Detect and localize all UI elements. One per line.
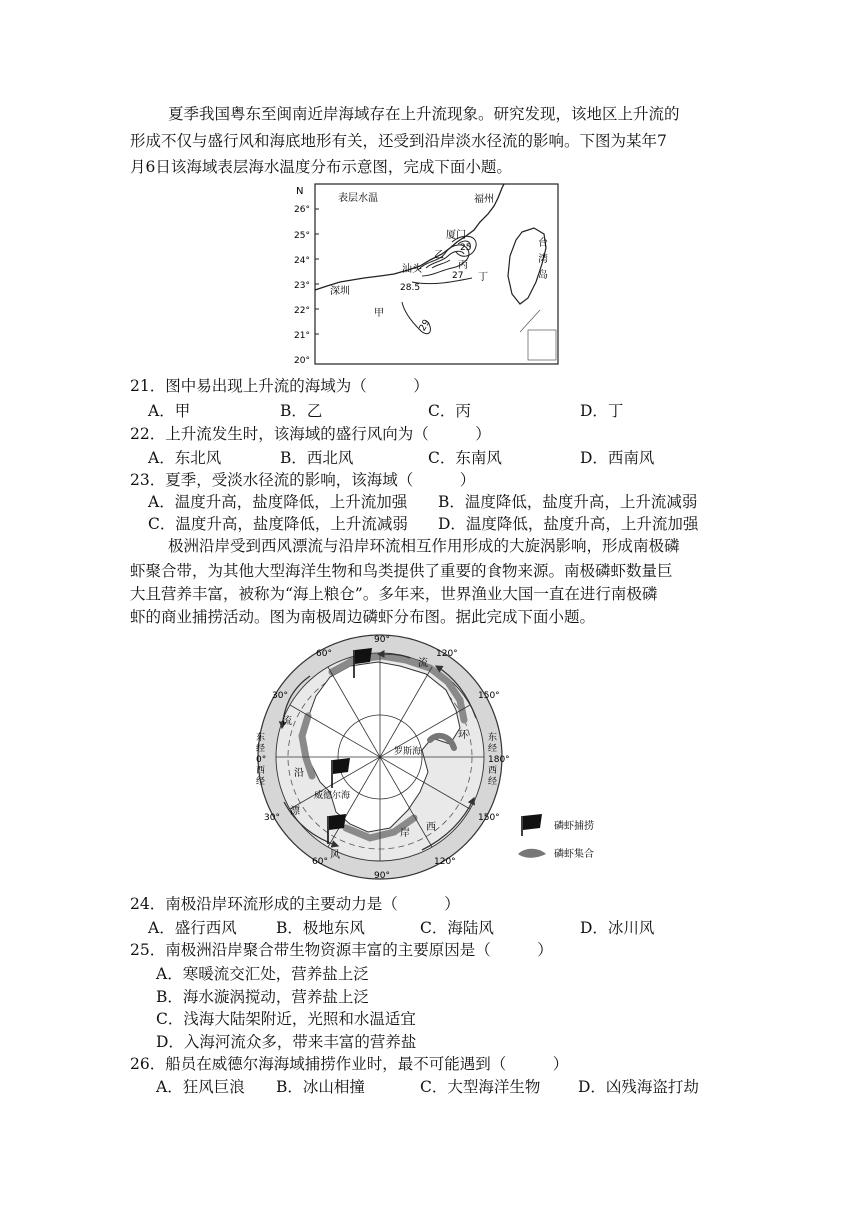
zone-ding: 丁 bbox=[478, 272, 488, 283]
q26-option-d: D．凶残海盗打劫 bbox=[578, 1078, 699, 1096]
svg-text:西: 西 bbox=[256, 766, 266, 776]
latitude-labels bbox=[294, 205, 310, 366]
legend-gathering-label: 磷虾集合 bbox=[554, 849, 594, 860]
m-90-bottom: 90° bbox=[374, 871, 390, 880]
passage2-line-2: 虾聚合带，为其他大型海洋生物和鸟类提供了重要的食物来源。南极磷虾数量巨 bbox=[130, 562, 673, 580]
char-feng: 风 bbox=[330, 850, 340, 861]
q24-option-d: D．冰川风 bbox=[580, 919, 655, 937]
char-liu-top: 流 bbox=[418, 658, 428, 669]
isotherm-29: 29 bbox=[417, 318, 433, 333]
svg-text:经: 经 bbox=[488, 744, 498, 754]
map-title: 表层水温 bbox=[338, 193, 378, 204]
label-ross-sea: 罗斯海 bbox=[394, 747, 422, 757]
svg-text:东: 东 bbox=[488, 733, 498, 743]
svg-text:0°: 0° bbox=[256, 755, 267, 765]
q24-option-a: A．盛行西风 bbox=[148, 919, 237, 937]
lat-20: 20° bbox=[294, 356, 310, 366]
svg-text:经: 经 bbox=[256, 777, 266, 787]
q22-option-a: A．东北风 bbox=[148, 449, 222, 467]
q21-option-b: B．乙 bbox=[280, 402, 323, 420]
q23-stem: 23．夏季，受淡水径流的影响，该海域（ ） bbox=[130, 471, 476, 489]
lat-22: 22° bbox=[294, 306, 310, 316]
passage2-line-3: 大且营养丰富，被称为“海上粮仓”。多年来，世界渔业大国一直在进行南极磷 bbox=[130, 585, 658, 603]
sea-temperature-map bbox=[282, 182, 562, 368]
label-fuzhou: 福州 bbox=[474, 194, 494, 205]
q24-stem: 24．南极沿岸环流形成的主要动力是（ ） bbox=[130, 895, 460, 913]
north-label: N bbox=[296, 186, 304, 197]
q23-option-c: C．温度升高，盐度降低，上升流减弱 bbox=[148, 515, 408, 533]
label-taiwan-3: 岛 bbox=[538, 270, 548, 281]
zone-yi: 乙 bbox=[434, 250, 444, 261]
passage2-line-4: 虾的商业捕捞活动。图为南极周边磷虾分布图。据此完成下面小题。 bbox=[130, 608, 596, 626]
q22-option-b: B．西北风 bbox=[280, 449, 354, 467]
q25-option-a: A．寒暖流交汇处，营养盐上泛 bbox=[156, 965, 369, 983]
antarctic-krill-map bbox=[250, 632, 630, 880]
m-120-top-right: 120° bbox=[436, 649, 458, 659]
q24-option-c: C．海陆风 bbox=[420, 919, 494, 937]
q23-option-b: B．温度降低，盐度升高，上升流减弱 bbox=[438, 493, 698, 511]
q26-option-c: C．大型海洋生物 bbox=[420, 1078, 541, 1096]
passage1-line-3: 月6日该海域表层海水温度分布示意图，完成下面小题。 bbox=[130, 158, 512, 176]
q26-stem: 26．船员在威德尔海海域捕捞作业时，最不可能遇到（ ） bbox=[130, 1055, 569, 1073]
q25-option-c: C．浅海大陆架附近，光照和水温适宜 bbox=[156, 1010, 416, 1028]
char-piao: 漂 bbox=[290, 806, 300, 817]
m-120-bottom-right: 120° bbox=[434, 857, 456, 867]
svg-text:180°: 180° bbox=[488, 755, 510, 765]
char-huan: 环 bbox=[458, 730, 468, 741]
map-legend bbox=[518, 814, 594, 860]
label-weddell-sea: 威德尔海 bbox=[314, 791, 351, 801]
label-taiwan-1: 台 bbox=[538, 238, 548, 249]
q21-option-a: A．甲 bbox=[148, 402, 191, 420]
q25-option-b: B．海水漩涡搅动，营养盐上泛 bbox=[156, 988, 369, 1006]
q26-option-b: B．冰山相撞 bbox=[276, 1078, 365, 1096]
m-150-right: 150° bbox=[478, 691, 500, 701]
q22-stem: 22．上升流发生时，该海域的盛行风向为（ ） bbox=[130, 425, 491, 443]
lat-21: 21° bbox=[294, 331, 310, 341]
isotherm-28-5: 28.5 bbox=[400, 283, 421, 293]
label-shantou: 汕头 bbox=[402, 264, 422, 275]
q21-stem: 21．图中易出现上升流的海域为（ ） bbox=[130, 377, 429, 395]
svg-text:东: 东 bbox=[256, 733, 266, 743]
q25-option-d: D．入海河流众多，带来丰富的营养盐 bbox=[156, 1033, 417, 1051]
q23-option-a: A．温度升高，盐度降低，上升流加强 bbox=[148, 493, 408, 511]
q26-option-a: A．狂风巨浪 bbox=[156, 1078, 245, 1096]
zone-jia: 甲 bbox=[374, 308, 384, 319]
m-150-bottom-right: 150° bbox=[478, 813, 500, 823]
left-axis-label bbox=[256, 731, 266, 787]
char-xi: 西 bbox=[426, 822, 436, 833]
q23-option-d: D．温度降低，盐度升高，上升流加强 bbox=[438, 515, 699, 533]
label-taiwan-2: 湾 bbox=[538, 254, 548, 265]
svg-text:经: 经 bbox=[256, 744, 266, 754]
q21-option-c: C．丙 bbox=[428, 402, 471, 420]
svg-text:西: 西 bbox=[488, 766, 498, 776]
lat-23: 23° bbox=[294, 281, 310, 291]
lat-24: 24° bbox=[294, 256, 310, 266]
m-90-top: 90° bbox=[374, 635, 390, 645]
lat-25: 25° bbox=[294, 231, 310, 241]
passage1-line-2: 形成不仅与盛行风和海底地形有关，还受到沿岸淡水径流的影响。下图为某年7 bbox=[130, 132, 667, 150]
legend-fishing bbox=[522, 814, 594, 836]
legend-fishing-label: 磷虾捕捞 bbox=[554, 821, 594, 832]
m-60-bottom-left: 60° bbox=[312, 857, 328, 867]
isotherm-25: 25 bbox=[460, 243, 472, 253]
q22-option-c: C．东南风 bbox=[428, 449, 502, 467]
char-yan: 沿 bbox=[294, 768, 304, 779]
char-an: 岸 bbox=[400, 828, 410, 839]
q22-option-d: D．西南风 bbox=[580, 449, 655, 467]
isotherm-27: 27 bbox=[452, 271, 464, 281]
label-shenzhen: 深圳 bbox=[330, 286, 350, 297]
passage2-line-1: 极洲沿岸受到西风漂流与沿岸环流相互作用形成的大旋涡影响，形成南极磷 bbox=[168, 537, 680, 555]
m-30-left: 30° bbox=[272, 691, 288, 701]
zone-bing: 丙 bbox=[458, 260, 468, 271]
q21-option-d: D．丁 bbox=[580, 402, 624, 420]
svg-text:经: 经 bbox=[488, 777, 498, 787]
char-liu-left: 流 bbox=[282, 716, 292, 727]
lat-26: 26° bbox=[294, 205, 310, 215]
m-60-top-left: 60° bbox=[316, 649, 332, 659]
m-30-bottom-left: 30° bbox=[264, 813, 280, 823]
passage1-line-1: 夏季我国粤东至闽南近岸海域存在上升流现象。研究发现，该地区上升流的 bbox=[168, 105, 680, 123]
q24-option-b: B．极地东风 bbox=[276, 919, 365, 937]
q25-stem: 25．南极洲沿岸聚合带生物资源丰富的主要原因是（ ） bbox=[130, 941, 553, 959]
label-xiamen: 厦门 bbox=[446, 230, 466, 241]
legend-gathering bbox=[518, 847, 594, 860]
